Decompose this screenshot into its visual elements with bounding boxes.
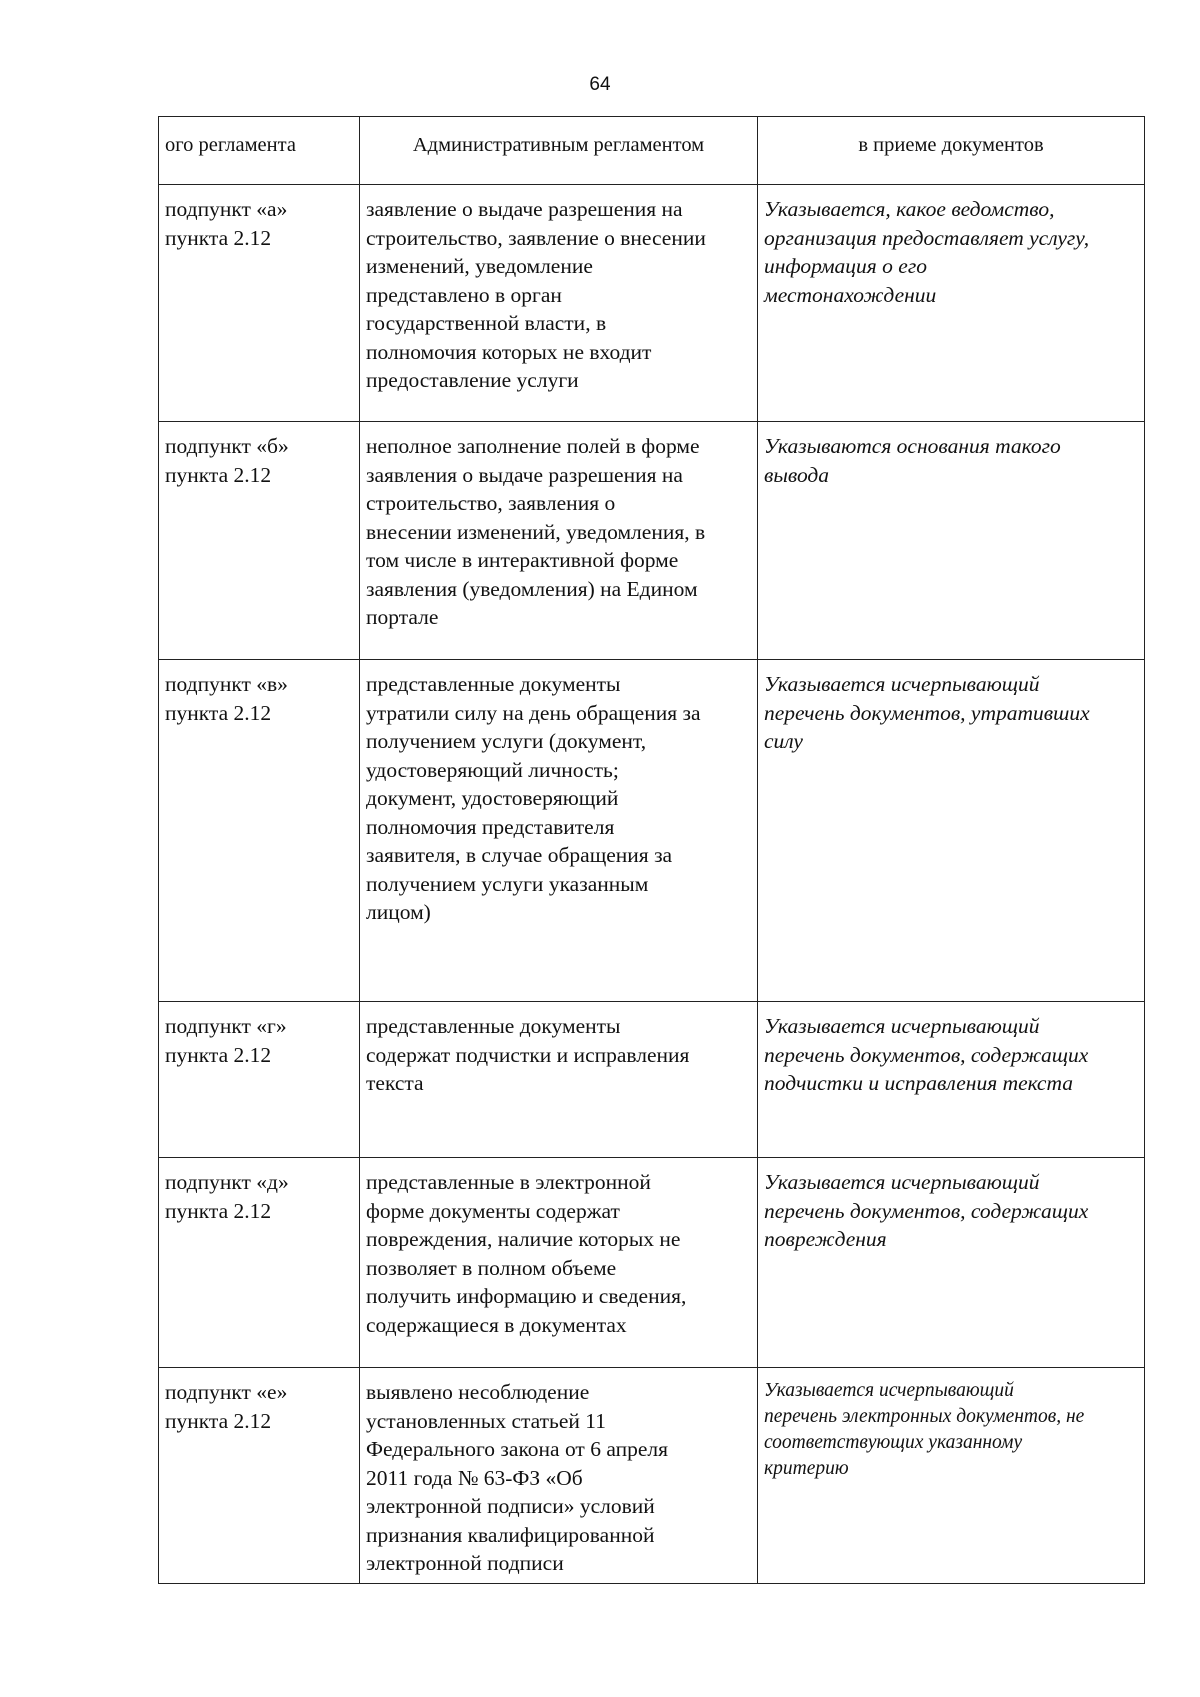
cell-line: подпункт «а» bbox=[165, 197, 288, 221]
cell-line: силу bbox=[764, 729, 803, 753]
cell-line: перечень электронных документов, не bbox=[764, 1406, 1085, 1427]
cell-line: строительство, заявление о внесении bbox=[366, 225, 706, 250]
cell-line: пункта 2.12 bbox=[165, 462, 272, 487]
cell-line: повреждения, наличие которых не bbox=[366, 1227, 681, 1251]
cell-line: пункта 2.12 bbox=[165, 1408, 272, 1433]
cell-line: перечень документов, содержащих bbox=[764, 1042, 1089, 1067]
row-explanation-cell bbox=[758, 185, 1145, 422]
cell-line: Федерального закона от 6 апреля bbox=[366, 1437, 669, 1461]
cell-line: утратили силу на день обращения за bbox=[366, 700, 701, 725]
cell-line: подпункт «в» bbox=[165, 672, 288, 696]
cell-line: документ, удостоверяющий bbox=[366, 786, 619, 810]
cell-line: электронной подписи bbox=[366, 1551, 564, 1575]
cell-line: Указывается исчерпывающий bbox=[764, 1170, 1040, 1194]
row-explanation-cell bbox=[758, 660, 1145, 1002]
header-cell-reference: ого регламента bbox=[159, 117, 360, 185]
cell-line: пункта 2.12 bbox=[165, 1042, 272, 1067]
cell-line: подпункт «е» bbox=[165, 1380, 288, 1404]
cell-line: установленных статьей 11 bbox=[366, 1408, 606, 1433]
cell-line: Указывается исчерпывающий bbox=[764, 1014, 1040, 1038]
row-reason-cell bbox=[360, 1158, 758, 1368]
row-reference-cell bbox=[159, 1368, 360, 1584]
table-row bbox=[159, 1368, 1145, 1584]
cell-line: лицом) bbox=[366, 900, 431, 924]
row-reason-cell bbox=[360, 1002, 758, 1158]
cell-line: соответствующих указанному bbox=[764, 1432, 1023, 1453]
row-reference-cell bbox=[159, 422, 360, 660]
table-row bbox=[159, 185, 1145, 422]
table-row bbox=[159, 1002, 1145, 1158]
row-explanation-cell bbox=[758, 1002, 1145, 1158]
cell-line: пункта 2.12 bbox=[165, 700, 272, 725]
cell-line: позволяет в полном объеме bbox=[366, 1255, 617, 1280]
table-row bbox=[159, 1158, 1145, 1368]
cell-line: том числе в интерактивной форме bbox=[366, 548, 679, 572]
row-reason-cell bbox=[360, 422, 758, 660]
cell-line: полномочия которых не входит bbox=[366, 339, 652, 364]
cell-line: подчистки и исправления текста bbox=[764, 1071, 1073, 1095]
cell-line: вывода bbox=[764, 462, 830, 487]
row-reason-cell bbox=[360, 660, 758, 1002]
cell-line: Указываются основания такого bbox=[764, 434, 1061, 458]
row-reason-cell bbox=[360, 1368, 758, 1584]
cell-line: признания квалифицированной bbox=[366, 1522, 655, 1547]
cell-line: получением услуги (документ, bbox=[366, 729, 647, 753]
row-reason-cell bbox=[360, 185, 758, 422]
cell-line: пункта 2.12 bbox=[165, 225, 272, 250]
cell-line: изменений, уведомление bbox=[366, 254, 593, 278]
table-row bbox=[159, 422, 1145, 660]
cell-line: Указывается исчерпывающий bbox=[764, 672, 1040, 696]
table-row bbox=[159, 660, 1145, 1002]
row-explanation-cell bbox=[758, 1368, 1145, 1584]
cell-line: получением услуги указанным bbox=[366, 871, 649, 896]
row-reference-cell bbox=[159, 1002, 360, 1158]
cell-line: предоставление услуги bbox=[366, 368, 579, 392]
cell-line: электронной подписи» условий bbox=[366, 1494, 655, 1518]
cell-line: заявления о выдаче разрешения на bbox=[366, 462, 683, 487]
cell-line: представленные документы bbox=[366, 1014, 621, 1038]
cell-line: пункта 2.12 bbox=[165, 1198, 272, 1223]
cell-line: перечень документов, содержащих bbox=[764, 1198, 1089, 1223]
cell-line: полномочия представителя bbox=[366, 814, 615, 839]
cell-line: получить информацию и сведения, bbox=[366, 1284, 687, 1308]
cell-line: строительство, заявления о bbox=[366, 491, 616, 515]
row-reference-cell bbox=[159, 1158, 360, 1368]
header-cell-reason: Административным регламентом bbox=[360, 117, 758, 185]
cell-line: содержат подчистки и исправления bbox=[366, 1042, 690, 1067]
cell-line: внесении изменений, уведомления, в bbox=[366, 519, 706, 544]
cell-line: подпункт «д» bbox=[165, 1170, 289, 1194]
cell-line: неполное заполнение полей в форме bbox=[366, 434, 700, 458]
cell-line: Указывается исчерпывающий bbox=[764, 1380, 1014, 1401]
table-header-row bbox=[159, 117, 1145, 185]
cell-line: заявление о выдаче разрешения на bbox=[366, 197, 683, 221]
cell-line: Указывается, какое ведомство, bbox=[764, 197, 1055, 221]
row-reference-cell bbox=[159, 660, 360, 1002]
cell-line: государственной власти, в bbox=[366, 311, 607, 335]
cell-line: портале bbox=[366, 605, 439, 629]
cell-line: 2011 года № 63-ФЗ «Об bbox=[366, 1465, 583, 1490]
cell-line: информация о его bbox=[764, 254, 927, 278]
cell-line: организация предоставляет услугу, bbox=[764, 225, 1090, 250]
row-explanation-cell bbox=[758, 422, 1145, 660]
cell-line: содержащиеся в документах bbox=[366, 1312, 627, 1337]
cell-line: текста bbox=[366, 1071, 424, 1095]
refusal-grounds-table bbox=[158, 116, 1145, 1584]
cell-line: представленные в электронной bbox=[366, 1170, 651, 1194]
cell-line: подпункт «г» bbox=[165, 1014, 287, 1038]
cell-line: повреждения bbox=[764, 1227, 887, 1251]
cell-line: перечень документов, утративших bbox=[764, 700, 1090, 725]
page-number: 64 bbox=[589, 74, 611, 95]
cell-line: заявления (уведомления) на Едином bbox=[366, 576, 698, 601]
cell-line: подпункт «б» bbox=[165, 434, 289, 458]
row-explanation-cell bbox=[758, 1158, 1145, 1368]
cell-line: критерию bbox=[764, 1458, 849, 1479]
cell-line: удостоверяющий личность; bbox=[366, 757, 619, 782]
cell-line: представлено в орган bbox=[366, 282, 562, 307]
cell-line: местонахождении bbox=[764, 282, 937, 307]
row-reference-cell bbox=[159, 185, 360, 422]
header-cell-explanation: в приеме документов bbox=[758, 117, 1145, 185]
cell-line: представленные документы bbox=[366, 672, 621, 696]
cell-line: форме документы содержат bbox=[366, 1198, 620, 1223]
cell-line: заявителя, в случае обращения за bbox=[366, 843, 673, 867]
cell-line: выявлено несоблюдение bbox=[366, 1380, 590, 1404]
